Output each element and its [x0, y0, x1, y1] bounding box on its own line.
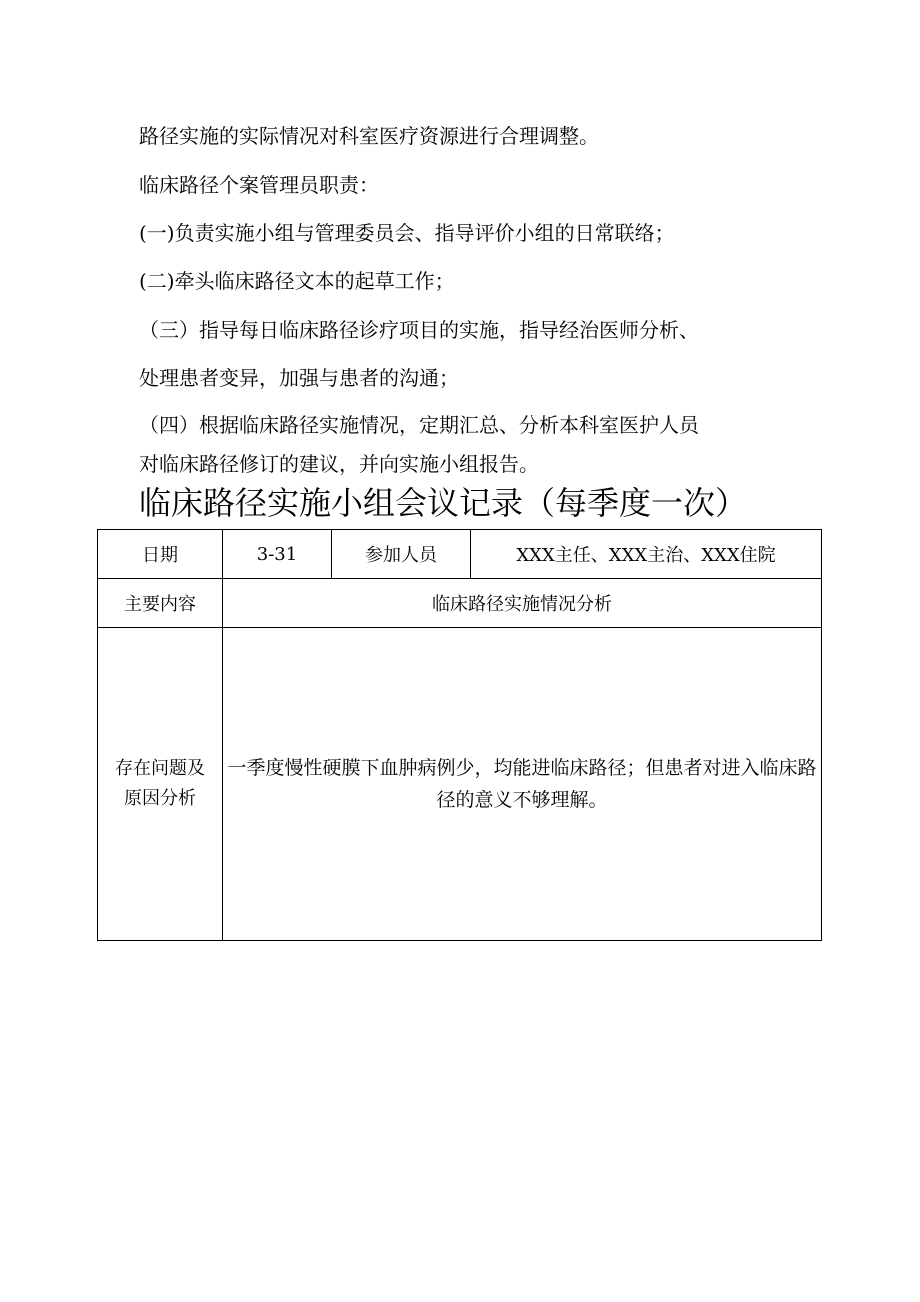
participants-label-cell: 参加人员: [332, 530, 471, 579]
duty-item-3-line-2: 处理患者变异，加强与患者的沟通；: [139, 366, 459, 390]
paragraph-line-1: 路径实施的实际情况对科室医疗资源进行合理调整。: [139, 124, 599, 148]
duty-item-1: (一)负责实施小组与管理委员会、指导评价小组的日常联络；: [139, 221, 675, 245]
meeting-record-table: [97, 529, 822, 941]
issues-label-cell: [98, 628, 223, 941]
duty-item-2: (二)牵头临床路径文本的起草工作；: [139, 269, 455, 293]
table-row: [98, 628, 822, 941]
issues-label-line-2: 原因分析: [124, 788, 196, 809]
date-value-cell: 3-31: [223, 530, 332, 579]
duty-item-4-line-2: 对临床路径修订的建议，并向实施小组报告。: [139, 452, 539, 476]
duty-item-3-line-1: （三）指导每日临床路径诊疗项目的实施，指导经治医师分析、: [139, 318, 699, 342]
meeting-record-title: 临床路径实施小组会议记录（每季度一次）: [139, 484, 748, 522]
main-content-value-cell: 临床路径实施情况分析: [223, 579, 822, 628]
participants-value-cell: XXX主任、XXX主治、XXX住院: [471, 530, 822, 579]
main-content-label-cell: 主要内容: [98, 579, 223, 628]
date-label-cell: 日期: [98, 530, 223, 579]
table-row: [98, 530, 822, 579]
case-manager-duties-heading: 临床路径个案管理员职责：: [139, 173, 379, 197]
issues-value-cell: 一季度慢性硬膜下血肿病例少，均能进临床路径；但患者对进入临床路径的意义不够理解。: [223, 628, 822, 941]
table-row: [98, 579, 822, 628]
issues-label-line-1: 存在问题及: [115, 758, 205, 779]
duty-item-4-line-1: （四）根据临床路径实施情况，定期汇总、分析本科室医护人员: [139, 413, 699, 437]
